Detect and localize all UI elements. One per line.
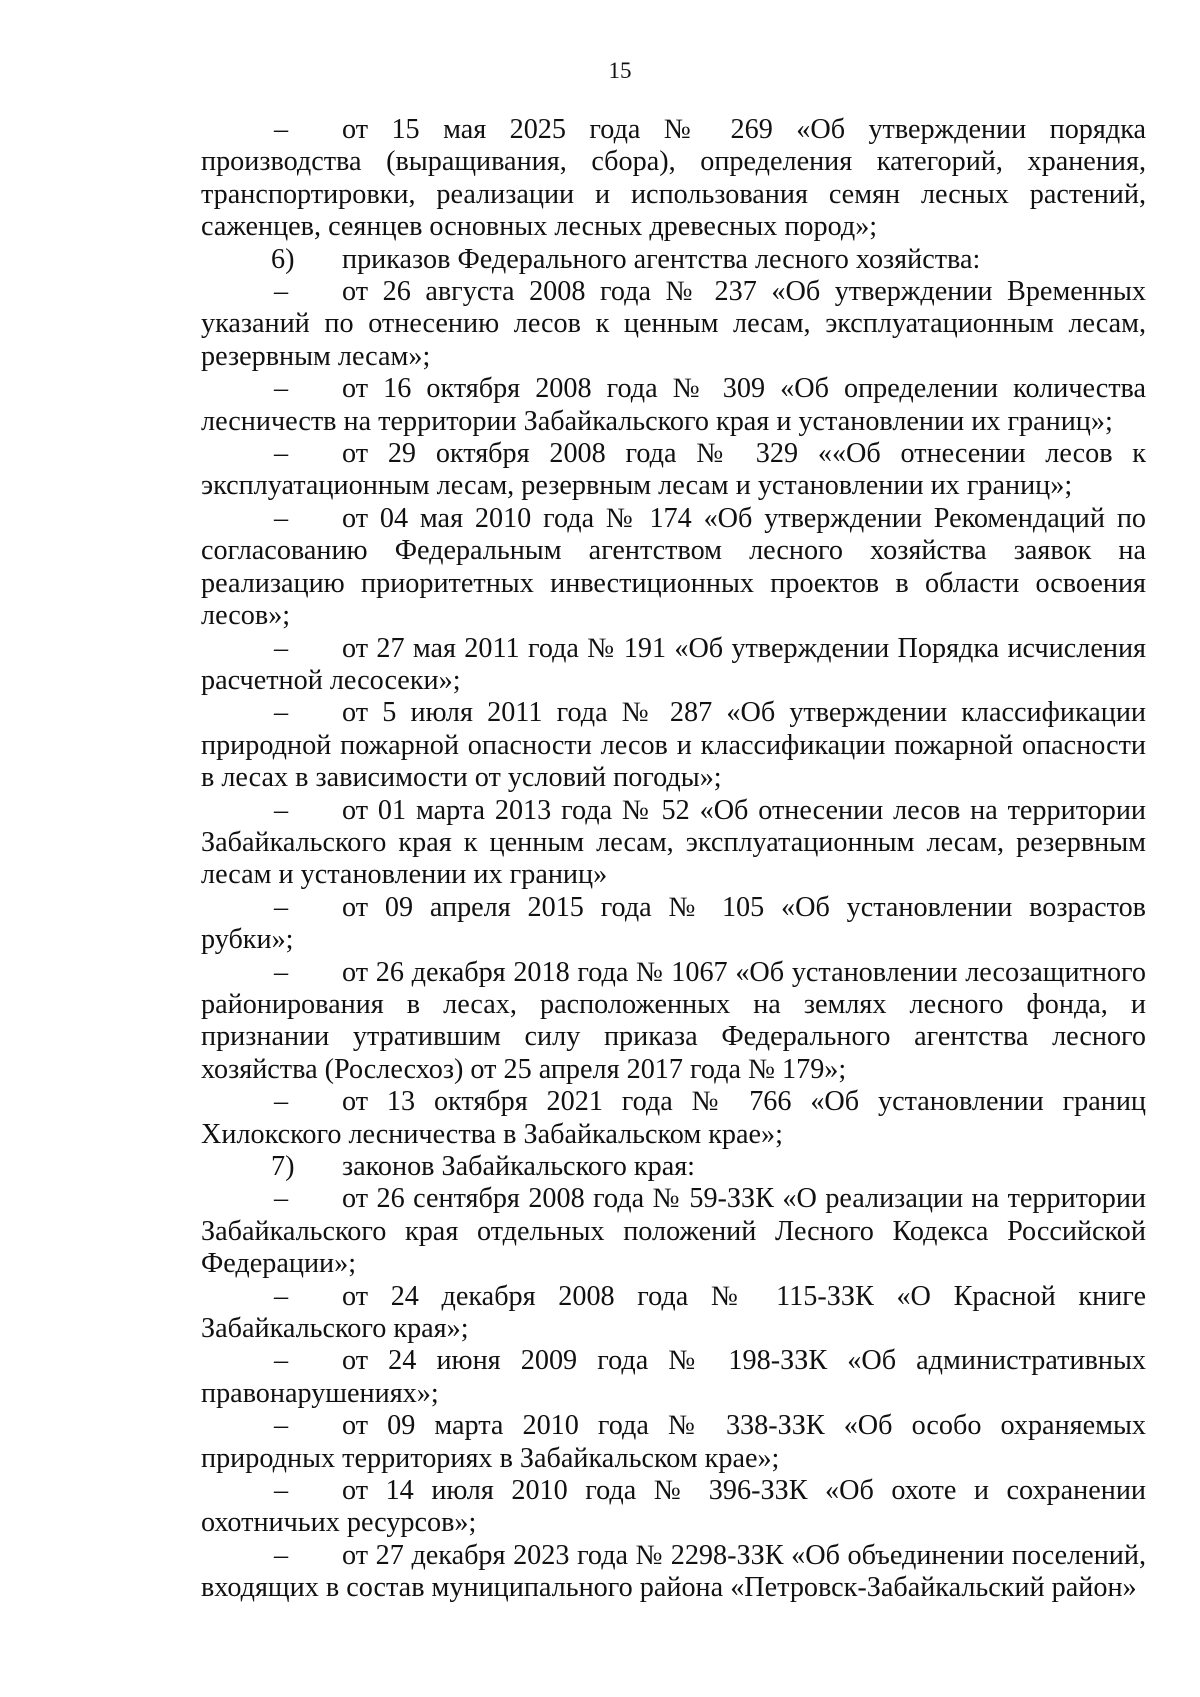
list-item-text: от 04 мая 2010 года № 174 «Об утверждении Рекомендаций по согласованию Федеральным агентством лесного хозяйства заявок на реализацию приоритетных инвестиционных проектов в области освоения лесов»;: [201, 502, 1146, 632]
dash-marker: –: [274, 1280, 289, 1312]
list-item-text: от 15 мая 2025 года № 269 «Об утверждении порядка производства (выращивания, сбора), определения категорий, хранения, транспортировки, реализации и использования семян лесных растений, саженцев, сеянцев основных лесных древесных пород»;: [201, 114, 1146, 243]
dash-marker: –: [274, 502, 289, 534]
list-item: [201, 276, 1146, 373]
list-item: [201, 697, 1146, 794]
section-heading-text: приказов Федерального агентства лесного хозяйства:: [342, 243, 981, 275]
dash-marker: –: [274, 794, 289, 826]
list-item-text: от 24 июня 2009 года № 198-ЗЗК «Об административных правонарушениях»;: [201, 1345, 1146, 1409]
list-item-text: от 14 июля 2010 года № 396-ЗЗК «Об охоте и сохранении охотничьих ресурсов»;: [201, 1475, 1146, 1539]
list-item-text: от 01 марта 2013 года № 52 «Об отнесении лесов на территории Забайкальского края к ценным лесам, эксплуатационным лесам, резервным лесам и установлении их границ»: [201, 794, 1146, 891]
page-number: 15: [608, 58, 632, 83]
section-heading-text: законов Забайкальского края:: [342, 1151, 696, 1182]
dash-marker: –: [274, 1410, 289, 1442]
number-marker: 6): [271, 243, 295, 275]
list-item-text: от 13 октября 2021 года № 766 «Об установлении границ Хилокского лесничества в Забайкальском крае»;: [201, 1086, 1146, 1150]
list-item: [201, 795, 1146, 892]
list-item: [201, 957, 1146, 1087]
list-item: [201, 1540, 1146, 1605]
document-body: [201, 114, 1146, 1605]
dash-marker: –: [274, 1345, 289, 1377]
dash-marker: –: [274, 891, 289, 923]
dash-marker: –: [274, 438, 289, 470]
list-item: [201, 114, 1146, 244]
list-item-text: от 26 сентября 2008 года № 59-ЗЗК «О реализации на территории Забайкальского края отдельных положений Лесного Кодекса Российской Федерации»;: [201, 1183, 1146, 1280]
list-item-text: от 29 октября 2008 года № 329 ««Об отнесении лесов к эксплуатационным лесам, резервным лесам и установлении их границ»;: [201, 438, 1146, 502]
section-heading-6: [201, 244, 1146, 276]
dash-marker: –: [274, 114, 289, 145]
dash-marker: –: [274, 1539, 289, 1571]
dash-marker: –: [274, 956, 289, 988]
list-item-text: от 27 мая 2011 года № 191 «Об утверждении Порядка исчисления расчетной лесосеки»;: [201, 632, 1146, 696]
dash-marker: –: [274, 1183, 289, 1215]
list-item-text: от 26 августа 2008 года № 237 «Об утверждении Временных указаний по отнесению лесов к ценным лесам, эксплуатационным лесам, резервным лесам»;: [201, 276, 1146, 372]
list-item: [201, 1086, 1146, 1151]
dash-marker: –: [274, 1086, 289, 1118]
list-item-text: от 27 декабря 2023 года № 2298-ЗЗК «Об объединении поселений, входящих в состав муниципального района «Петровск-Забайкальский район»: [201, 1539, 1146, 1604]
list-item: [201, 438, 1146, 503]
dash-marker: –: [274, 276, 289, 308]
list-item: [201, 1410, 1146, 1475]
section-heading-7: [201, 1151, 1146, 1183]
list-item: [201, 1345, 1146, 1410]
list-item-text: от 26 декабря 2018 года № 1067 «Об установлении лесозащитного районирования в лесах, расположенных на землях лесного фонда, и признании утратившим силу приказа Федерального агентства лесного хозяйства (Рослесхоз) от 25 апреля 2017 года № 179»;: [201, 956, 1146, 1085]
number-marker: 7): [271, 1151, 295, 1182]
list-item: [201, 633, 1146, 698]
list-item-text: от 24 декабря 2008 года № 115-ЗЗК «О Красной книге Забайкальского края»;: [201, 1280, 1146, 1345]
list-item-text: от 16 октября 2008 года № 309 «Об определении количества лесничеств на территории Забайкальского края и установлении их границ»;: [201, 373, 1146, 437]
dash-marker: –: [274, 632, 289, 664]
list-item: [201, 1183, 1146, 1280]
dash-marker: –: [274, 373, 289, 405]
list-item: [201, 892, 1146, 957]
dash-marker: –: [274, 697, 289, 729]
list-item-text: от 09 марта 2010 года № 338-ЗЗК «Об особо охраняемых природных территориях в Забайкальском крае»;: [201, 1410, 1146, 1474]
list-item-text: от 5 июля 2011 года № 287 «Об утверждении классификации природной пожарной опасности лесов и классификации пожарной опасности в лесах в зависимости от условий погоды»;: [201, 697, 1146, 794]
list-item-text: от 09 апреля 2015 года № 105 «Об установлении возрастов рубки»;: [201, 891, 1146, 956]
list-item: [201, 503, 1146, 633]
list-item: [201, 373, 1146, 438]
list-item: [201, 1281, 1146, 1346]
dash-marker: –: [274, 1475, 289, 1507]
list-item: [201, 1475, 1146, 1540]
